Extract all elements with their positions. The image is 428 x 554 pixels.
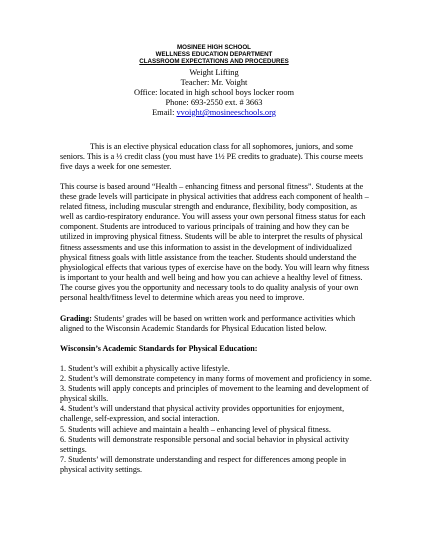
- standards-heading: Wisconsin’s Academic Standards for Physical Education:: [60, 344, 258, 353]
- grading-paragraph: [60, 314, 372, 334]
- email-line: [0, 108, 428, 118]
- course-description: This course is based around “Health – enhancing fitness and personal fitness”. Students at the these grade levels will participate in physical activities that address each component of health – related fitness, including muscular strength and endurance, flexibility, body composition, as well as cardio-respiratory endurance. You will assess your own personal fitness status for each component. Students are introduced to various principals of training and how they can be utilized in improving physical fitness. Students will be able to interpret the results of physical fitness assessments and use this information to assist in the development of individualized physical fitness goals with little assistance from the teacher. Students should understand the physiological effects that various types of exercise have on the body. You will learn why fitness is important to your health and well being and how you can achieve a healthy level of fitness. The course gives you the opportunity and necessary tools to do quality analysis of your own personal health/fitness level to determine which areas you need to improve.: [60, 182, 370, 303]
- document-subtitle: CLASSROOM EXPECTATIONS AND PROCEDURES: [139, 58, 289, 65]
- department-name: WELLNESS EDUCATION DEPARTMENT: [155, 51, 273, 58]
- standard-item: 1. Student’s will exhibit a physically active lifestyle.: [60, 364, 230, 373]
- standard-item: 2. Student’s will demonstrate competency in many forms of movement and proficiency in some.: [60, 374, 372, 384]
- course-title: Weight Lifting: [189, 68, 239, 77]
- teacher-line: Teacher: Mr. Voight: [180, 78, 248, 87]
- office-line: Office: located in high school boys locker room: [133, 88, 295, 97]
- school-name: MOSINEE HIGH SCHOOL: [177, 44, 251, 51]
- standard-item: 7. Students’ will demonstrate understanding and respect for differences among people in physical activity settings.: [60, 454, 347, 474]
- grading-text: Students’ grades will be based on written work and performance activities which aligned to the Wisconsin Academic Standards for Physical Education listed below.: [60, 314, 356, 334]
- standard-item: 6. Students will demonstrate responsible personal and social behavior in physical activity settings.: [60, 434, 350, 454]
- phone-line: Phone: 693-2550 ext. # 3663: [165, 98, 263, 107]
- standard-item: 3. Students will apply concepts and principles of movement to the learning and development of physical skills.: [60, 384, 369, 404]
- standards-list: [60, 364, 372, 475]
- standard-item: 4. Student’s will understand that physical activity provides opportunities for enjoyment, challenge, self-expression, and social interaction.: [60, 404, 345, 424]
- email-label: Email:: [152, 108, 177, 117]
- standard-item: 5. Students will achieve and maintain a health – enhancing level of physical fitness.: [60, 424, 331, 434]
- intro-paragraph: This is an elective physical education class for all sophomores, juniors, and some seniors. This is a ½ credit class (you must have 1½ PE credits to graduate). This course meets five days a week for one semester.: [60, 142, 363, 172]
- email-link[interactable]: vvoight@mosineeschools.org: [176, 108, 276, 117]
- grading-label: Grading:: [60, 314, 92, 323]
